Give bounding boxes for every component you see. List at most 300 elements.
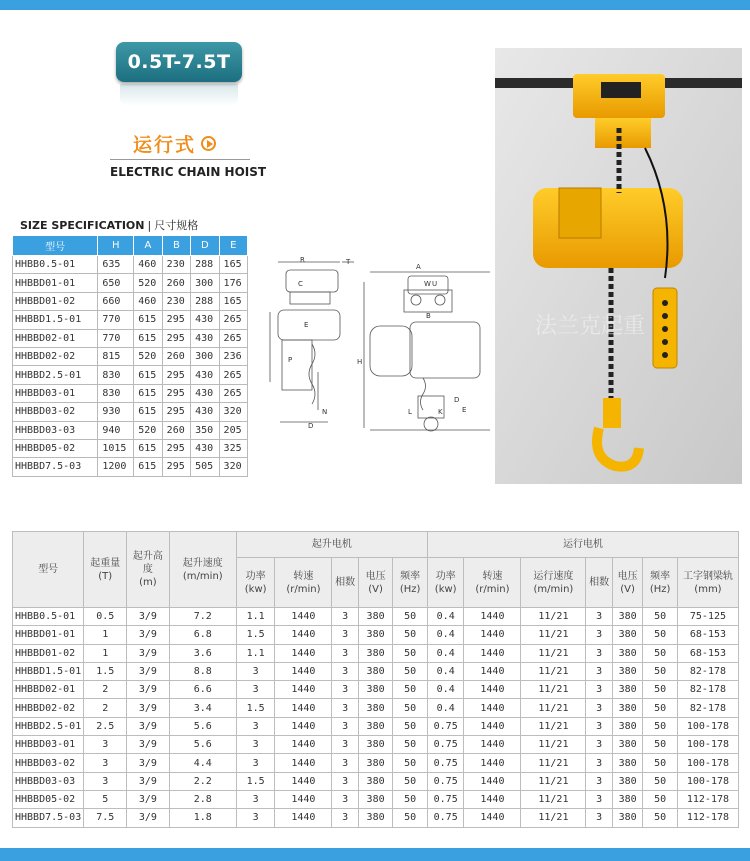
- spec-cell: 380: [612, 608, 642, 626]
- spec-cell: 3/9: [127, 717, 170, 735]
- spec-cell: 1.5: [236, 699, 275, 717]
- spec-cell: 5: [84, 790, 127, 808]
- spec-row: [13, 790, 739, 808]
- spec-cell: 11/21: [521, 608, 586, 626]
- spec-cell: 50: [393, 608, 428, 626]
- spec-cell: 3/9: [127, 608, 170, 626]
- spec-cell: 1440: [275, 662, 332, 680]
- hoist-dimension-drawing: [258, 252, 492, 434]
- run-type-title: [133, 130, 216, 157]
- spec-cell: 112-178: [677, 809, 738, 827]
- size-cell: HHBBD7.5-03: [13, 458, 98, 476]
- size-cell: 460: [134, 256, 162, 274]
- spec-cell: 1.8: [169, 809, 236, 827]
- spec-cell: 3: [332, 608, 358, 626]
- spec-cell: 1440: [464, 790, 521, 808]
- dim-label: L: [408, 408, 412, 416]
- spec-cell: 0.75: [427, 809, 464, 827]
- spec-cell: 3: [84, 772, 127, 790]
- spec-cell: 50: [393, 790, 428, 808]
- spec-cell: 0.4: [427, 662, 464, 680]
- size-cell: 430: [191, 384, 219, 402]
- size-col-header: E: [219, 236, 247, 256]
- size-cell: 940: [98, 421, 134, 439]
- spec-cell: 0.75: [427, 717, 464, 735]
- size-col-header: A: [134, 236, 162, 256]
- size-cell: 615: [134, 458, 162, 476]
- size-cell: 815: [98, 347, 134, 365]
- spec-cell: 2: [84, 699, 127, 717]
- spec-cell: 50: [393, 699, 428, 717]
- size-cell: 350: [191, 421, 219, 439]
- spec-cell: 50: [393, 644, 428, 662]
- spec-cell: 11/21: [521, 662, 586, 680]
- spec-cell: 380: [358, 809, 393, 827]
- dim-label: P: [288, 356, 293, 364]
- spec-cell: 1440: [275, 772, 332, 790]
- spec-cell: 3: [332, 662, 358, 680]
- spec-cell: 380: [612, 699, 642, 717]
- spec-cell: 50: [643, 626, 678, 644]
- spec-cell: 3: [586, 662, 612, 680]
- hoist-body: [533, 188, 683, 268]
- spec-cell: HHBBD03-02: [13, 754, 84, 772]
- spec-cell: 50: [643, 790, 678, 808]
- spec-cell: 1440: [464, 754, 521, 772]
- spec-cell: 0.4: [427, 699, 464, 717]
- size-cell: 650: [98, 274, 134, 292]
- size-row: [13, 458, 248, 476]
- spec-row: [13, 681, 739, 699]
- spec-cell: 11/21: [521, 644, 586, 662]
- size-cell: 205: [219, 421, 247, 439]
- spec-cell: 380: [358, 681, 393, 699]
- spec-cell: 3/9: [127, 644, 170, 662]
- size-cell: 615: [134, 329, 162, 347]
- size-cell: HHBB0.5-01: [13, 256, 98, 274]
- size-cell: HHBBD1.5-01: [13, 311, 98, 329]
- spec-cell: 100-178: [677, 717, 738, 735]
- spec-cell: 7.2: [169, 608, 236, 626]
- spec-cell: 380: [358, 754, 393, 772]
- size-cell: 430: [191, 403, 219, 421]
- spec-cell: 1440: [464, 662, 521, 680]
- spec-cell: 380: [358, 608, 393, 626]
- dim-label: E: [304, 321, 309, 329]
- spec-cell: 50: [643, 644, 678, 662]
- dim-label: K: [438, 408, 443, 416]
- spec-cell: HHBBD01-02: [13, 644, 84, 662]
- size-cell: 770: [98, 329, 134, 347]
- size-row: [13, 366, 248, 384]
- spec-cell: 50: [393, 626, 428, 644]
- size-row: [13, 347, 248, 365]
- spec-cell: 50: [643, 772, 678, 790]
- spec-cell: 50: [643, 699, 678, 717]
- spec-cell: HHBBD02-02: [13, 699, 84, 717]
- spec-cell: 82-178: [677, 662, 738, 680]
- size-cell: 260: [162, 347, 190, 365]
- size-cell: 635: [98, 256, 134, 274]
- spec-cell: 7.5: [84, 809, 127, 827]
- spec-cell: 1440: [275, 608, 332, 626]
- spec-table: [12, 531, 739, 828]
- spec-cell: 3: [586, 717, 612, 735]
- run-type-label: 运行式: [133, 134, 197, 156]
- spec-cell: 3: [332, 681, 358, 699]
- spec-sub-header: 转速 (r/min): [464, 558, 521, 608]
- spec-sub-header: 频率 (Hz): [643, 558, 678, 608]
- spec-cell: 4.4: [169, 754, 236, 772]
- spec-cell: 3: [332, 736, 358, 754]
- size-cell: 236: [219, 347, 247, 365]
- size-cell: HHBBD01-01: [13, 274, 98, 292]
- size-cell: 430: [191, 311, 219, 329]
- spec-cell: 3: [586, 790, 612, 808]
- spec-cell: 3: [332, 790, 358, 808]
- size-spec-table: [12, 235, 248, 477]
- spec-cell: 1440: [464, 736, 521, 754]
- spec-sub-header: 功率 (kw): [427, 558, 464, 608]
- size-spec-title-en: SIZE SPECIFICATION: [20, 219, 145, 232]
- size-cell: 430: [191, 366, 219, 384]
- spec-cell: 1440: [464, 717, 521, 735]
- size-cell: HHBBD03-01: [13, 384, 98, 402]
- dim-label: B: [426, 312, 431, 320]
- spec-cell: 380: [612, 809, 642, 827]
- spec-cell: 1440: [464, 644, 521, 662]
- spec-cell: 1440: [464, 608, 521, 626]
- spec-cell: 0.4: [427, 626, 464, 644]
- spec-cell: 2.5: [84, 717, 127, 735]
- spec-cell: 50: [643, 754, 678, 772]
- spec-sub-header: 运行速度 (m/min): [521, 558, 586, 608]
- spec-cell: 1440: [275, 809, 332, 827]
- product-name: ELECTRIC CHAIN HOIST: [110, 165, 267, 179]
- spec-cell: 1440: [275, 736, 332, 754]
- dim-label: T: [346, 258, 351, 266]
- spec-cell: 380: [358, 644, 393, 662]
- size-row: [13, 439, 248, 457]
- size-cell: 265: [219, 384, 247, 402]
- spec-cell: 82-178: [677, 699, 738, 717]
- spec-cell: 3/9: [127, 772, 170, 790]
- size-cell: 265: [219, 366, 247, 384]
- dim-label: C: [298, 280, 303, 288]
- spec-cell: 3/9: [127, 790, 170, 808]
- spec-cell: 0.75: [427, 772, 464, 790]
- spec-cell: 0.4: [427, 644, 464, 662]
- spec-cell: 3/9: [127, 681, 170, 699]
- spec-cell: 112-178: [677, 790, 738, 808]
- spec-cell: 3: [332, 772, 358, 790]
- spec-cell: 3: [236, 754, 275, 772]
- spec-cell: 82-178: [677, 681, 738, 699]
- spec-cell: 2: [84, 681, 127, 699]
- spec-cell: 3: [332, 809, 358, 827]
- size-row: [13, 311, 248, 329]
- spec-cell: 1: [84, 626, 127, 644]
- spec-cell: 1.5: [236, 626, 275, 644]
- play-circle-icon: [201, 136, 216, 151]
- size-cell: HHBBD02-01: [13, 329, 98, 347]
- size-row: [13, 403, 248, 421]
- badge-reflection: [120, 84, 238, 106]
- spec-cell: 3: [332, 626, 358, 644]
- spec-cell: 3: [586, 644, 612, 662]
- hdr-lift-motor: 起升电机: [236, 532, 427, 558]
- spec-cell: 3: [586, 626, 612, 644]
- spec-cell: 3: [586, 608, 612, 626]
- size-cell: HHBBD03-02: [13, 403, 98, 421]
- size-cell: 520: [134, 421, 162, 439]
- spec-cell: HHBB0.5-01: [13, 608, 84, 626]
- spec-cell: 0.4: [427, 681, 464, 699]
- size-cell: 830: [98, 384, 134, 402]
- size-cell: 165: [219, 256, 247, 274]
- hdr-height: 起升高 度 (m): [127, 532, 170, 608]
- dim-label: U: [432, 280, 438, 288]
- size-cell: 300: [191, 274, 219, 292]
- size-cell: 770: [98, 311, 134, 329]
- spec-cell: 11/21: [521, 681, 586, 699]
- spec-cell: 11/21: [521, 699, 586, 717]
- divider: [110, 159, 250, 160]
- spec-cell: 8.8: [169, 662, 236, 680]
- spec-cell: 100-178: [677, 754, 738, 772]
- size-cell: 505: [191, 458, 219, 476]
- spec-cell: 380: [358, 699, 393, 717]
- spec-row: [13, 608, 739, 626]
- spec-cell: 380: [612, 626, 642, 644]
- spec-cell: 50: [393, 681, 428, 699]
- size-cell: 295: [162, 458, 190, 476]
- spec-cell: 3/9: [127, 626, 170, 644]
- size-cell: 300: [191, 347, 219, 365]
- spec-cell: 11/21: [521, 772, 586, 790]
- size-col-header: B: [162, 236, 190, 256]
- spec-row: [13, 809, 739, 827]
- spec-cell: 1440: [275, 699, 332, 717]
- spec-cell: 1440: [275, 644, 332, 662]
- spec-cell: 380: [612, 662, 642, 680]
- dim-label: W: [424, 280, 431, 288]
- spec-cell: 3: [84, 754, 127, 772]
- spec-cell: 11/21: [521, 717, 586, 735]
- size-cell: 295: [162, 329, 190, 347]
- size-cell: 265: [219, 311, 247, 329]
- spec-cell: 3/9: [127, 736, 170, 754]
- size-col-header: D: [191, 236, 219, 256]
- spec-cell: 380: [612, 681, 642, 699]
- size-cell: 520: [134, 274, 162, 292]
- size-cell: 288: [191, 256, 219, 274]
- spec-sub-header: 电压 (V): [358, 558, 393, 608]
- spec-cell: 6.6: [169, 681, 236, 699]
- spec-cell: 380: [358, 790, 393, 808]
- spec-cell: 50: [393, 662, 428, 680]
- size-cell: 615: [134, 403, 162, 421]
- spec-cell: HHBBD2.5-01: [13, 717, 84, 735]
- spec-cell: 1440: [275, 717, 332, 735]
- spec-cell: 3: [332, 644, 358, 662]
- size-cell: 1200: [98, 458, 134, 476]
- spec-cell: 380: [358, 662, 393, 680]
- dim-label: R: [300, 256, 305, 264]
- spec-sub-header: 电压 (V): [612, 558, 642, 608]
- size-cell: 830: [98, 366, 134, 384]
- size-row: [13, 256, 248, 274]
- spec-cell: HHBBD02-01: [13, 681, 84, 699]
- size-cell: 230: [162, 292, 190, 310]
- size-cell: 165: [219, 292, 247, 310]
- spec-cell: 1440: [464, 772, 521, 790]
- spec-cell: 6.8: [169, 626, 236, 644]
- watermark: 法兰克起重: [535, 314, 646, 339]
- size-cell: 320: [219, 458, 247, 476]
- size-cell: 930: [98, 403, 134, 421]
- spec-cell: 50: [393, 717, 428, 735]
- spec-cell: 3: [236, 736, 275, 754]
- size-cell: 320: [219, 403, 247, 421]
- spec-sub-header: 功率 (kw): [236, 558, 275, 608]
- spec-cell: 1440: [464, 681, 521, 699]
- capacity-badge: 0.5T-7.5T: [116, 42, 242, 82]
- size-col-header: 型号: [13, 236, 98, 256]
- spec-cell: 1440: [464, 626, 521, 644]
- spec-cell: 100-178: [677, 736, 738, 754]
- spec-cell: 50: [643, 717, 678, 735]
- spec-row: [13, 644, 739, 662]
- size-cell: 615: [134, 439, 162, 457]
- spec-cell: 3: [586, 681, 612, 699]
- size-cell: 615: [134, 384, 162, 402]
- spec-cell: 3: [586, 754, 612, 772]
- spec-cell: 11/21: [521, 626, 586, 644]
- spec-cell: 0.75: [427, 754, 464, 772]
- spec-cell: 380: [612, 790, 642, 808]
- spec-cell: 3/9: [127, 809, 170, 827]
- spec-cell: 380: [358, 717, 393, 735]
- size-cell: 260: [162, 421, 190, 439]
- spec-cell: 3: [586, 699, 612, 717]
- spec-cell: 380: [612, 717, 642, 735]
- spec-cell: 3/9: [127, 662, 170, 680]
- spec-cell: 100-178: [677, 772, 738, 790]
- dim-label: E: [462, 406, 467, 414]
- size-cell: 260: [162, 274, 190, 292]
- size-cell: 230: [162, 256, 190, 274]
- spec-row: [13, 626, 739, 644]
- spec-cell: 3/9: [127, 699, 170, 717]
- bottom-bar: [0, 848, 750, 861]
- size-cell: 660: [98, 292, 134, 310]
- spec-sub-header: 相数: [586, 558, 612, 608]
- size-cell: 295: [162, 311, 190, 329]
- size-cell: HHBBD2.5-01: [13, 366, 98, 384]
- dim-label: H: [357, 358, 363, 366]
- spec-cell: 50: [393, 809, 428, 827]
- size-spec-title: SIZE SPECIFICATION | 尺寸规格: [20, 219, 199, 232]
- spec-cell: 1.1: [236, 644, 275, 662]
- spec-cell: 3: [332, 754, 358, 772]
- size-cell: 176: [219, 274, 247, 292]
- spec-cell: 3: [332, 699, 358, 717]
- size-cell: HHBBD02-02: [13, 347, 98, 365]
- size-row: [13, 384, 248, 402]
- spec-cell: HHBBD05-02: [13, 790, 84, 808]
- spec-cell: 380: [612, 736, 642, 754]
- spec-cell: 380: [612, 754, 642, 772]
- spec-cell: 0.75: [427, 736, 464, 754]
- spec-cell: 11/21: [521, 809, 586, 827]
- spec-cell: 380: [612, 772, 642, 790]
- dim-label: N: [322, 408, 328, 416]
- size-row: [13, 421, 248, 439]
- spec-cell: 50: [643, 662, 678, 680]
- size-cell: 430: [191, 439, 219, 457]
- spec-sub-header: 频率 (Hz): [393, 558, 428, 608]
- spec-cell: 3: [586, 772, 612, 790]
- size-row: [13, 292, 248, 310]
- size-cell: 615: [134, 366, 162, 384]
- spec-cell: 2.8: [169, 790, 236, 808]
- spec-cell: 0.5: [84, 608, 127, 626]
- spec-cell: 1.5: [236, 772, 275, 790]
- spec-cell: 2.2: [169, 772, 236, 790]
- size-cell: 295: [162, 366, 190, 384]
- hdr-model: 型号: [13, 532, 84, 608]
- size-cell: 295: [162, 403, 190, 421]
- spec-cell: HHBBD1.5-01: [13, 662, 84, 680]
- size-cell: 295: [162, 384, 190, 402]
- hdr-travel-motor: 运行电机: [427, 532, 738, 558]
- hdr-load: 起重量 (T): [84, 532, 127, 608]
- hoist-photo: [495, 48, 742, 484]
- spec-cell: 1440: [275, 626, 332, 644]
- spec-cell: HHBBD7.5-03: [13, 809, 84, 827]
- size-row: [13, 274, 248, 292]
- spec-cell: 50: [393, 754, 428, 772]
- spec-sub-header: 相数: [332, 558, 358, 608]
- spec-cell: 3: [236, 809, 275, 827]
- spec-cell: 68-153: [677, 626, 738, 644]
- spec-cell: 50: [643, 736, 678, 754]
- spec-cell: 1440: [464, 809, 521, 827]
- size-spec-title-cn: 尺寸规格: [154, 219, 199, 232]
- spec-cell: 3/9: [127, 754, 170, 772]
- spec-cell: 3.4: [169, 699, 236, 717]
- spec-row: [13, 754, 739, 772]
- spec-cell: 0.4: [427, 608, 464, 626]
- spec-row: [13, 772, 739, 790]
- spec-cell: 1.5: [84, 662, 127, 680]
- size-cell: 295: [162, 439, 190, 457]
- size-cell: 1015: [98, 439, 134, 457]
- spec-cell: 50: [643, 809, 678, 827]
- spec-row: [13, 699, 739, 717]
- spec-row: [13, 662, 739, 680]
- spec-cell: 380: [612, 644, 642, 662]
- spec-cell: 50: [393, 772, 428, 790]
- size-cell: 460: [134, 292, 162, 310]
- spec-cell: 3: [84, 736, 127, 754]
- spec-sub-header: 转速 (r/min): [275, 558, 332, 608]
- spec-cell: 0.75: [427, 790, 464, 808]
- spec-cell: 1440: [275, 681, 332, 699]
- spec-cell: 3: [236, 717, 275, 735]
- spec-sub-header: 工字钢梁轨 (mm): [677, 558, 738, 608]
